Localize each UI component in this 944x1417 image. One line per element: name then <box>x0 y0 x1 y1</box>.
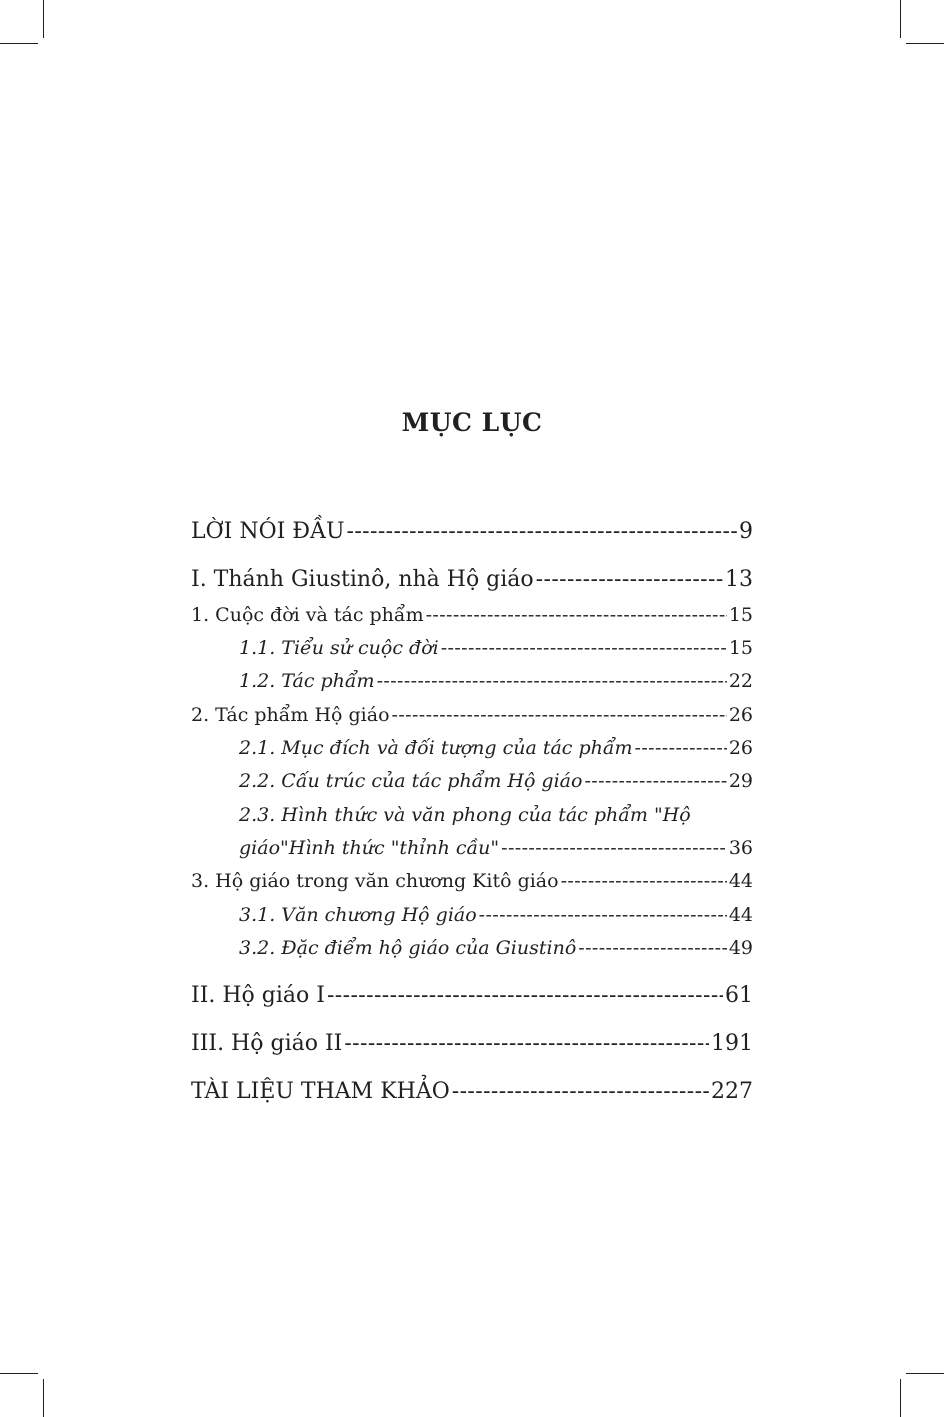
toc-entry-page: 36 <box>728 837 753 859</box>
crop-mark <box>900 0 901 38</box>
toc-entry-page: 44 <box>728 870 753 892</box>
toc-entry-section-3-1[interactable] <box>239 903 753 927</box>
toc-entry-references[interactable] <box>191 1078 753 1106</box>
toc-entry-label: 1.2. Tác phẩm <box>239 670 375 692</box>
toc-entry-page: 26 <box>728 737 753 759</box>
dot-leader <box>346 518 737 546</box>
dot-leader <box>344 1030 709 1058</box>
crop-mark <box>0 43 38 44</box>
toc-entry-label: 3. Hộ giáo trong văn chương Kitô giáo <box>191 870 559 892</box>
crop-mark <box>900 1379 901 1417</box>
toc-entry-page: 49 <box>728 937 753 959</box>
dot-leader <box>426 603 727 627</box>
toc-entry-label: 2.2. Cấu trúc của tác phẩm Hộ giáo <box>239 770 583 792</box>
toc-entry-section-2-1[interactable] <box>239 736 753 760</box>
toc-entry-part-1[interactable] <box>191 566 753 594</box>
toc-entry-section-2-3-line-1[interactable]: 2.3. Hình thức và văn phong của tác phẩm "Hộ <box>239 804 691 826</box>
toc-entry-page: 13 <box>725 567 753 592</box>
dot-leader <box>377 669 727 693</box>
dot-leader <box>479 903 727 927</box>
crop-mark <box>906 1373 944 1374</box>
toc-entry-section-1-2[interactable] <box>239 669 753 693</box>
toc-entry-label: giáo"Hình thức "thỉnh cầu" <box>239 837 500 859</box>
dot-leader <box>536 566 723 594</box>
toc-entry-label: 3.1. Văn chương Hộ giáo <box>239 904 477 926</box>
dot-leader <box>327 982 723 1010</box>
dot-leader <box>452 1078 709 1106</box>
toc-entry-loi-noi-dau[interactable] <box>191 518 753 546</box>
toc-entry-page: 44 <box>728 904 753 926</box>
toc-entry-page: 29 <box>728 770 753 792</box>
crop-mark <box>43 0 44 38</box>
toc-entry-section-3[interactable] <box>191 869 753 893</box>
toc-entry-page: 15 <box>728 637 753 659</box>
dot-leader <box>584 769 726 793</box>
crop-mark <box>43 1379 44 1417</box>
toc-entry-label: 2. Tác phẩm Hộ giáo <box>191 704 390 726</box>
dot-leader <box>392 703 727 727</box>
toc-entry-page: 9 <box>739 519 753 544</box>
toc-entry-label: 2.1. Mục đích và đối tượng của tác phẩm <box>239 737 633 759</box>
dot-leader <box>635 736 727 760</box>
toc-entry-page: 227 <box>711 1079 753 1104</box>
toc-entry-page: 191 <box>711 1031 753 1056</box>
toc-entry-section-1-1[interactable] <box>239 636 753 660</box>
dot-leader <box>578 936 727 960</box>
toc-entry-section-2-2[interactable] <box>239 769 753 793</box>
toc-entry-label: II. Hộ giáo I <box>191 983 325 1008</box>
toc-entry-section-2-3[interactable] <box>239 836 753 860</box>
toc-entry-page: 26 <box>728 704 753 726</box>
toc-entry-section-2[interactable] <box>191 703 753 727</box>
toc-entry-section-3-2[interactable] <box>239 936 753 960</box>
toc-entry-page: 61 <box>725 983 753 1008</box>
dot-leader <box>501 836 727 860</box>
toc-entry-label: 1.1. Tiểu sử cuộc đời <box>239 637 439 659</box>
toc-entry-section-1[interactable] <box>191 603 753 627</box>
toc-entry-label: TÀI LIỆU THAM KHẢO <box>191 1079 450 1104</box>
toc-entry-label: I. Thánh Giustinô, nhà Hộ giáo <box>191 567 534 592</box>
page-title: MỤC LỤC <box>401 408 543 437</box>
dot-leader <box>561 869 727 893</box>
toc-entry-page: 22 <box>728 670 753 692</box>
toc-entry-label: LỜI NÓI ĐẦU <box>191 519 345 544</box>
toc-entry-part-3[interactable] <box>191 1030 753 1058</box>
toc-entry-page: 15 <box>728 604 753 626</box>
toc-entry-label: 1. Cuộc đời và tác phẩm <box>191 604 424 626</box>
toc-entry-part-2[interactable] <box>191 982 753 1010</box>
crop-mark <box>0 1373 38 1374</box>
crop-mark <box>906 43 944 44</box>
dot-leader <box>441 636 727 660</box>
toc-entry-label: III. Hộ giáo II <box>191 1031 343 1056</box>
toc-entry-label: 3.2. Đặc điểm hộ giáo của Giustinô <box>239 937 577 959</box>
